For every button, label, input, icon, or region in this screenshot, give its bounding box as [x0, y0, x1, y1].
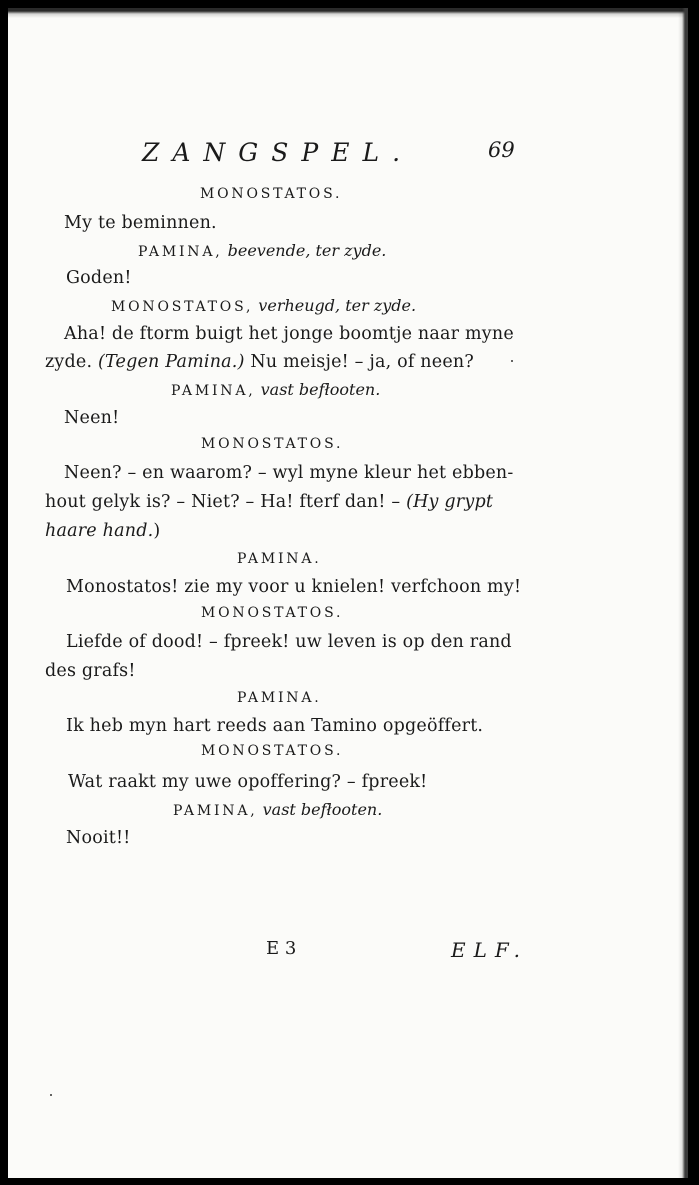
running-title: ZANGSPEL. [142, 138, 414, 167]
dialogue-line [45, 352, 474, 372]
stage-direction: beevende, ter zyde. [222, 241, 387, 260]
catchword: ELF. [451, 938, 528, 962]
page-top-edge-shadow [8, 8, 688, 18]
dialogue-text: Neen? – en waarom? – wyl myne kleur het ebben- [64, 463, 514, 483]
speaker-heading [237, 551, 322, 567]
dialogue-line [64, 213, 217, 233]
dialogue-line [66, 632, 512, 652]
speaker-heading [201, 436, 343, 452]
dialogue-line [45, 661, 136, 681]
dialogue-line [66, 577, 521, 597]
dialogue-text: Wat raakt my uwe opoffering? – fpreek! [68, 772, 428, 792]
stage-direction: verheugd, ter zyde. [253, 296, 417, 315]
dialogue-text: My te beminnen. [64, 213, 217, 233]
speaker-heading [173, 800, 382, 819]
speaker-name: MONOSTATOS. [200, 186, 343, 202]
paper-speck [50, 1094, 52, 1096]
dialogue-text: zyde. [45, 352, 98, 372]
speaker-heading [200, 186, 342, 202]
stage-direction: (Hy grypt [406, 492, 494, 512]
speaker-name: MONOSTATOS. [201, 436, 344, 452]
dialogue-line [64, 408, 119, 428]
speaker-name: PAMINA. [237, 690, 322, 706]
dialogue-line [45, 521, 160, 541]
speaker-heading [111, 296, 416, 315]
dialogue-text: Nu meisje! – ja, of neen? [244, 352, 474, 372]
speaker-name: PAMINA, [171, 383, 256, 399]
speaker-name: MONOSTATOS. [201, 605, 344, 621]
book-page [8, 8, 688, 1178]
dialogue-text: Monostatos! zie my voor u knielen! verfchoon my! [66, 577, 522, 597]
speaker-heading [201, 605, 343, 621]
dialogue-line [66, 268, 132, 288]
dialogue-text: hout gelyk is? – Niet? – Ha! fterf dan! – [45, 492, 407, 512]
paper-speck [511, 360, 513, 362]
dialogue-text: Nooit!! [66, 828, 131, 848]
dialogue-text: Neen! [64, 408, 120, 428]
dialogue-text: Liefde of dood! – fpreek! uw leven is op den rand [66, 632, 512, 652]
dialogue-text: Aha! de ftorm buigt het jonge boomtje naar myne [64, 324, 514, 344]
speaker-heading [201, 743, 343, 759]
dialogue-text: Goden! [66, 268, 132, 288]
signature-mark: E 3 [266, 938, 297, 959]
dialogue-line [66, 716, 483, 736]
dialogue-text: des grafs! [45, 661, 136, 681]
page-number: 69 [488, 138, 515, 162]
speaker-name: PAMINA, [173, 803, 258, 819]
stage-direction: vast befłooten. [257, 800, 383, 819]
stage-direction: (Tegen Pamina.) [98, 352, 245, 372]
speaker-heading [237, 690, 322, 706]
dialogue-line [66, 828, 130, 848]
page-right-edge-shadow [678, 8, 688, 1178]
speaker-name: PAMINA, [138, 244, 223, 260]
speaker-heading [171, 380, 380, 399]
dialogue-text: Ik heb myn hart reeds aan Tamino opgeöffert. [66, 716, 484, 736]
dialogue-line [64, 463, 514, 483]
stage-direction: vast befłooten. [255, 380, 381, 399]
stage-direction: haare hand. [45, 521, 154, 541]
speaker-name: MONOSTATOS, [111, 299, 254, 315]
speaker-heading [138, 241, 386, 260]
speaker-name: MONOSTATOS. [201, 743, 344, 759]
dialogue-line [68, 772, 427, 792]
dialogue-line [64, 324, 514, 344]
dialogue-line [45, 492, 493, 512]
speaker-name: PAMINA. [237, 551, 322, 567]
dialogue-text: ) [153, 521, 161, 541]
